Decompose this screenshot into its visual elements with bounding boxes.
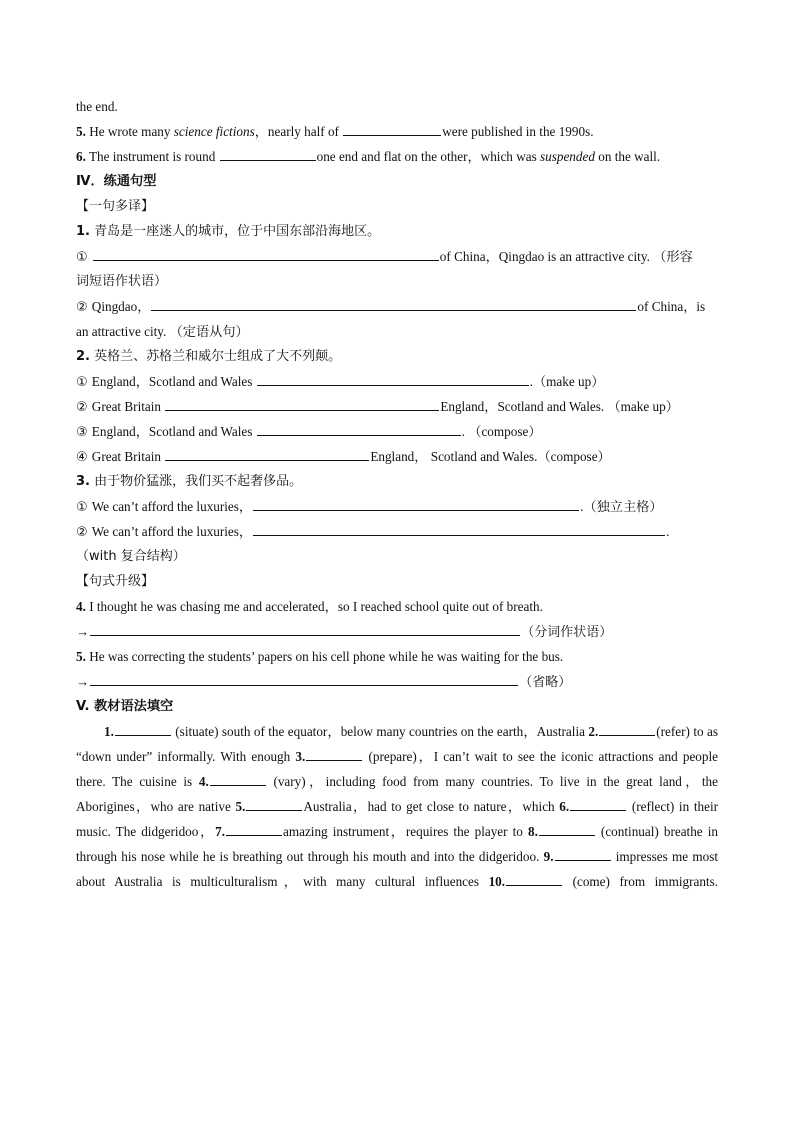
question-number: 5. — [76, 649, 86, 664]
blank-number: 7. — [215, 824, 225, 839]
question-text: 英格兰、苏格兰和威尔士组成了大不列颠。 — [89, 349, 342, 364]
text: Qingdao， — [91, 299, 151, 314]
answer-blank[interactable] — [257, 372, 529, 386]
question-5 — [76, 644, 718, 669]
rewrite-line — [76, 669, 718, 694]
answer-blank[interactable] — [555, 847, 611, 861]
text: Great Britain — [91, 449, 165, 464]
answer-blank[interactable] — [90, 622, 520, 636]
text: (continual) breathe in through his nose while he is breathing out through his mouth and into the didgeridoo. — [76, 824, 718, 864]
text-line — [76, 94, 718, 119]
text: (vary)，including food from many countries. To live in the great land，the Aborigines，who are native — [76, 774, 718, 814]
circled-number: ① — [76, 500, 92, 515]
circled-number: ② — [76, 525, 92, 540]
blank-number: 5. — [235, 799, 246, 814]
text: Australia，had to get close to nature，which — [303, 799, 560, 814]
question-number: 5. — [76, 124, 86, 139]
italic-term: science fictions — [173, 124, 255, 139]
text: （分词作状语） — [521, 625, 613, 640]
text: . （compose） — [461, 424, 542, 439]
answer-blank[interactable] — [306, 747, 362, 761]
answer-blank[interactable] — [506, 872, 562, 886]
translation-line — [76, 294, 718, 319]
answer-blank[interactable] — [253, 497, 579, 511]
question-text: 青岛是一座迷人的城市，位于中国东部沿海地区。 — [89, 224, 381, 239]
blank-number: 10. — [488, 874, 506, 889]
text: the end. — [76, 99, 118, 114]
text: (refer) to as “down under” informally. With enough — [76, 724, 718, 764]
translation-line — [76, 494, 718, 519]
question-3 — [76, 469, 718, 494]
subsection-title: 【一句多译】 — [76, 199, 155, 214]
question-2 — [76, 344, 718, 369]
blank-number: 1. — [104, 724, 114, 739]
answer-blank[interactable] — [599, 722, 655, 736]
question-1 — [76, 219, 718, 244]
blank-number: 9. — [543, 849, 554, 864]
text: .（make up） — [529, 374, 605, 389]
answer-blank[interactable] — [90, 672, 518, 686]
circled-number: ② — [76, 300, 92, 315]
text: impresses me most about Australia is multiculturalism，with many cultural influences — [76, 849, 718, 889]
answer-blank[interactable] — [151, 297, 636, 311]
text: ，nearly half of — [254, 124, 343, 139]
circled-number: ② — [76, 400, 92, 415]
text: (come) from immigrants. — [563, 874, 719, 889]
translation-line — [76, 394, 718, 419]
circled-number: ③ — [76, 425, 92, 440]
question-number: 3. — [76, 474, 90, 489]
blank-number: 3. — [295, 749, 306, 764]
question-text: He was correcting the students’ papers on his cell phone while he was waiting for the bus. — [85, 649, 564, 664]
question-text: I thought he was chasing me and accelerated，so I reached school quite out of breath. — [85, 599, 543, 614]
answer-blank[interactable] — [165, 447, 369, 461]
circled-number: ① — [76, 250, 92, 265]
text-line: an attractive city. （定语从句） — [76, 324, 249, 339]
question-5-line — [76, 119, 718, 144]
circled-number: ④ — [76, 450, 92, 465]
worksheet-page — [76, 94, 718, 894]
answer-blank[interactable] — [570, 797, 626, 811]
text: one end and flat on the other，which was — [316, 149, 540, 164]
circled-number: ① — [76, 375, 92, 390]
text: We can’t afford the luxuries， — [91, 499, 253, 514]
question-number: 6. — [76, 149, 86, 164]
subsection-title: 【句式升级】 — [76, 574, 155, 589]
question-text: 由于物价猛涨，我们买不起奢侈品。 — [89, 474, 303, 489]
text: amazing instrument，requires the player to — [282, 824, 528, 839]
answer-blank[interactable] — [220, 147, 316, 161]
text-line: （with 复合结构） — [76, 549, 186, 564]
text: Great Britain — [91, 399, 165, 414]
text: The instrument is round — [85, 149, 219, 164]
answer-blank[interactable] — [226, 822, 282, 836]
text: of China，is — [637, 299, 706, 314]
blank-number: 6. — [559, 799, 570, 814]
answer-blank[interactable] — [257, 422, 461, 436]
text: (prepare)，I can’t wait to see the iconic attractions and people there. The cuisine is — [76, 749, 718, 789]
blank-number: 4. — [198, 774, 209, 789]
answer-blank[interactable] — [165, 397, 439, 411]
question-number: 2. — [76, 349, 90, 364]
question-6-line — [76, 144, 718, 169]
answer-blank[interactable] — [210, 772, 266, 786]
cloze-paragraph — [76, 719, 718, 894]
text: . — [666, 524, 670, 539]
answer-blank[interactable] — [115, 722, 171, 736]
answer-blank[interactable] — [246, 797, 302, 811]
text: England， Scotland and Wales.（compose） — [370, 449, 611, 464]
rewrite-line — [76, 619, 718, 644]
text-line: 词短语作状语） — [76, 274, 168, 289]
question-4 — [76, 594, 718, 619]
answer-blank[interactable] — [253, 522, 665, 536]
translation-line — [76, 369, 718, 394]
question-number: 1. — [76, 224, 90, 239]
arrow-icon: → — [76, 624, 90, 639]
translation-line — [76, 519, 718, 544]
italic-term: suspended — [540, 149, 595, 164]
section-4-title: Ⅳ．练通句型 — [76, 174, 157, 189]
translation-line — [76, 444, 718, 469]
text: We can’t afford the luxuries， — [91, 524, 253, 539]
arrow-icon: → — [76, 674, 90, 689]
text: (reflect) in their music. The didgeridoo， — [76, 799, 719, 839]
translation-line — [76, 419, 718, 444]
section-5-title: V. 教材语法填空 — [76, 699, 174, 714]
text: were published in the 1990s. — [442, 124, 594, 139]
text: on the wall. — [594, 149, 661, 164]
text: He wrote many — [85, 124, 174, 139]
blank-number: 8. — [527, 824, 538, 839]
answer-blank[interactable] — [93, 247, 439, 261]
text: .（独立主格） — [580, 499, 663, 514]
translation-line — [76, 244, 718, 269]
text: England，Scotland and Wales — [91, 374, 256, 389]
answer-blank[interactable] — [539, 822, 595, 836]
blank-number: 2. — [588, 724, 599, 739]
text: England，Scotland and Wales. （make up） — [440, 399, 679, 414]
text: of China，Qingdao is an attractive city. （形容 — [439, 249, 693, 264]
text: (situate) south of the equator，below many countries on the earth，Australia — [171, 724, 589, 739]
text: England，Scotland and Wales — [91, 424, 256, 439]
text: （省略） — [519, 675, 572, 690]
question-number: 4. — [76, 599, 86, 614]
answer-blank[interactable] — [343, 122, 441, 136]
